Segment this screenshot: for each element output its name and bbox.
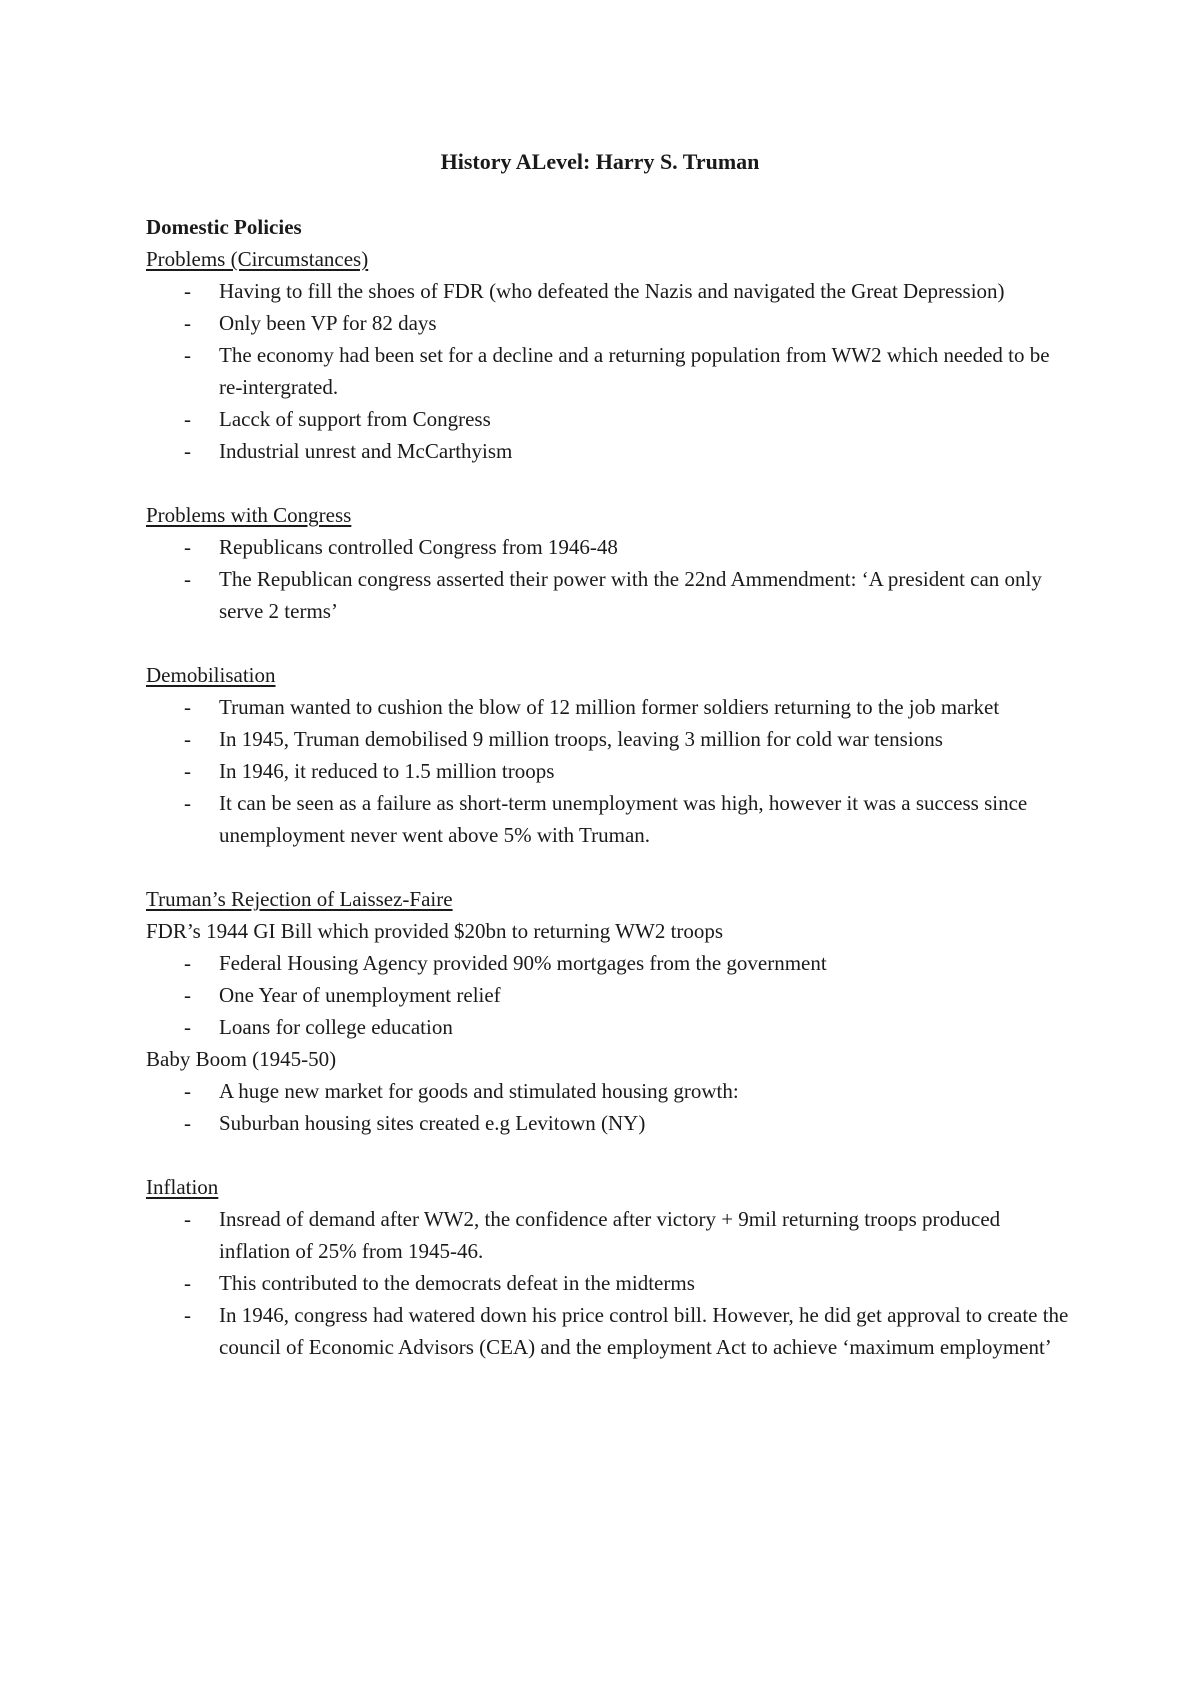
list-item-text: In 1946, it reduced to 1.5 million troops xyxy=(219,759,555,783)
congress-subheading: Problems with Congress xyxy=(146,503,352,527)
dash-bullet: - xyxy=(184,1015,191,1039)
demobilisation-subheading: Demobilisation xyxy=(146,663,276,687)
domestic-policies-heading: Domestic Policies xyxy=(146,215,302,239)
list-item-text: Truman wanted to cushion the blow of 12 million former soldiers returning to the job market xyxy=(219,695,1000,719)
dash-bullet: - xyxy=(184,983,191,1007)
list-item xyxy=(146,307,1070,339)
list-item xyxy=(146,1299,1070,1363)
dash-bullet: - xyxy=(184,791,191,815)
section-problems xyxy=(146,211,1070,467)
list-item-text: Republicans controlled Congress from 1946-48 xyxy=(219,535,618,559)
list-item-text: Lacck of support from Congress xyxy=(219,407,491,431)
list-item-text: The economy had been set for a decline and a returning population from WW2 which needed to be re-intergrated. xyxy=(219,343,1050,399)
list-item xyxy=(146,563,1070,627)
inflation-subheading: Inflation xyxy=(146,1175,219,1199)
list-item xyxy=(146,755,1070,787)
list-item-text: Insread of demand after WW2, the confidence after victory + 9mil returning troops produced inflation of 25% from 1945-46. xyxy=(219,1207,1001,1263)
list-item xyxy=(146,275,1070,307)
dash-bullet: - xyxy=(184,1079,191,1103)
list-item-text: Suburban housing sites created e.g Levitown (NY) xyxy=(219,1111,646,1135)
dash-bullet: - xyxy=(184,1111,191,1135)
list-item xyxy=(146,691,1070,723)
dash-bullet: - xyxy=(184,343,191,367)
laissez-faire-subheading: Truman’s Rejection of Laissez-Faire xyxy=(146,887,453,911)
list-item-text: This contributed to the democrats defeat in the midterms xyxy=(219,1271,695,1295)
demobilisation-list xyxy=(146,691,1070,851)
dash-bullet: - xyxy=(184,759,191,783)
list-item xyxy=(146,1107,1070,1139)
list-item xyxy=(146,787,1070,851)
list-item-text: Loans for college education xyxy=(219,1015,453,1039)
gi-bill-text: FDR’s 1944 GI Bill which provided $20bn to returning WW2 troops xyxy=(146,919,724,943)
list-item xyxy=(146,979,1070,1011)
list-item-text: One Year of unemployment relief xyxy=(219,983,501,1007)
section-congress xyxy=(146,499,1070,627)
list-item-text: Having to fill the shoes of FDR (who defeated the Nazis and navigated the Great Depression) xyxy=(219,279,1005,303)
list-item-text: Only been VP for 82 days xyxy=(219,311,437,335)
list-item xyxy=(146,1075,1070,1107)
section-demobilisation xyxy=(146,659,1070,851)
list-item-text: Industrial unrest and McCarthyism xyxy=(219,439,513,463)
dash-bullet: - xyxy=(184,535,191,559)
problems-subheading: Problems (Circumstances) xyxy=(146,247,369,271)
list-item xyxy=(146,339,1070,403)
list-item xyxy=(146,403,1070,435)
dash-bullet: - xyxy=(184,1303,191,1327)
section-laissez-faire xyxy=(146,883,1070,1139)
list-item-text: A huge new market for goods and stimulated housing growth: xyxy=(219,1079,739,1103)
dash-bullet: - xyxy=(184,951,191,975)
list-item-text: In 1946, congress had watered down his price control bill. However, he did get approval to create the council of Economic Advisors (CEA) and the employment Act to achieve ‘maximum employment’ xyxy=(219,1303,1069,1359)
dash-bullet: - xyxy=(184,279,191,303)
dash-bullet: - xyxy=(184,311,191,335)
problems-list xyxy=(146,275,1070,467)
dash-bullet: - xyxy=(184,439,191,463)
list-item-text: Federal Housing Agency provided 90% mortgages from the government xyxy=(219,951,827,975)
list-item xyxy=(146,1267,1070,1299)
list-item-text: In 1945, Truman demobilised 9 million troops, leaving 3 million for cold war tensions xyxy=(219,727,943,751)
list-item xyxy=(146,531,1070,563)
dash-bullet: - xyxy=(184,695,191,719)
list-item-text: It can be seen as a failure as short-term unemployment was high, however it was a success since unemployment never went above 5% with Truman. xyxy=(219,791,1028,847)
dash-bullet: - xyxy=(184,727,191,751)
dash-bullet: - xyxy=(184,567,191,591)
document-title: History ALevel: Harry S. Truman xyxy=(440,149,760,174)
dash-bullet: - xyxy=(184,1207,191,1231)
inflation-list xyxy=(146,1203,1070,1363)
list-item xyxy=(146,947,1070,979)
dash-bullet: - xyxy=(184,1271,191,1295)
list-item xyxy=(146,435,1070,467)
list-item xyxy=(146,1011,1070,1043)
gi-bill-list xyxy=(146,947,1070,1043)
list-item xyxy=(146,723,1070,755)
baby-boom-text: Baby Boom (1945-50) xyxy=(146,1047,337,1071)
section-inflation xyxy=(146,1171,1070,1363)
list-item-text: The Republican congress asserted their power with the 22nd Ammendment: ‘A president can only serve 2 terms’ xyxy=(219,567,1042,623)
list-item xyxy=(146,1203,1070,1267)
dash-bullet: - xyxy=(184,407,191,431)
congress-list xyxy=(146,531,1070,627)
baby-boom-list xyxy=(146,1075,1070,1139)
